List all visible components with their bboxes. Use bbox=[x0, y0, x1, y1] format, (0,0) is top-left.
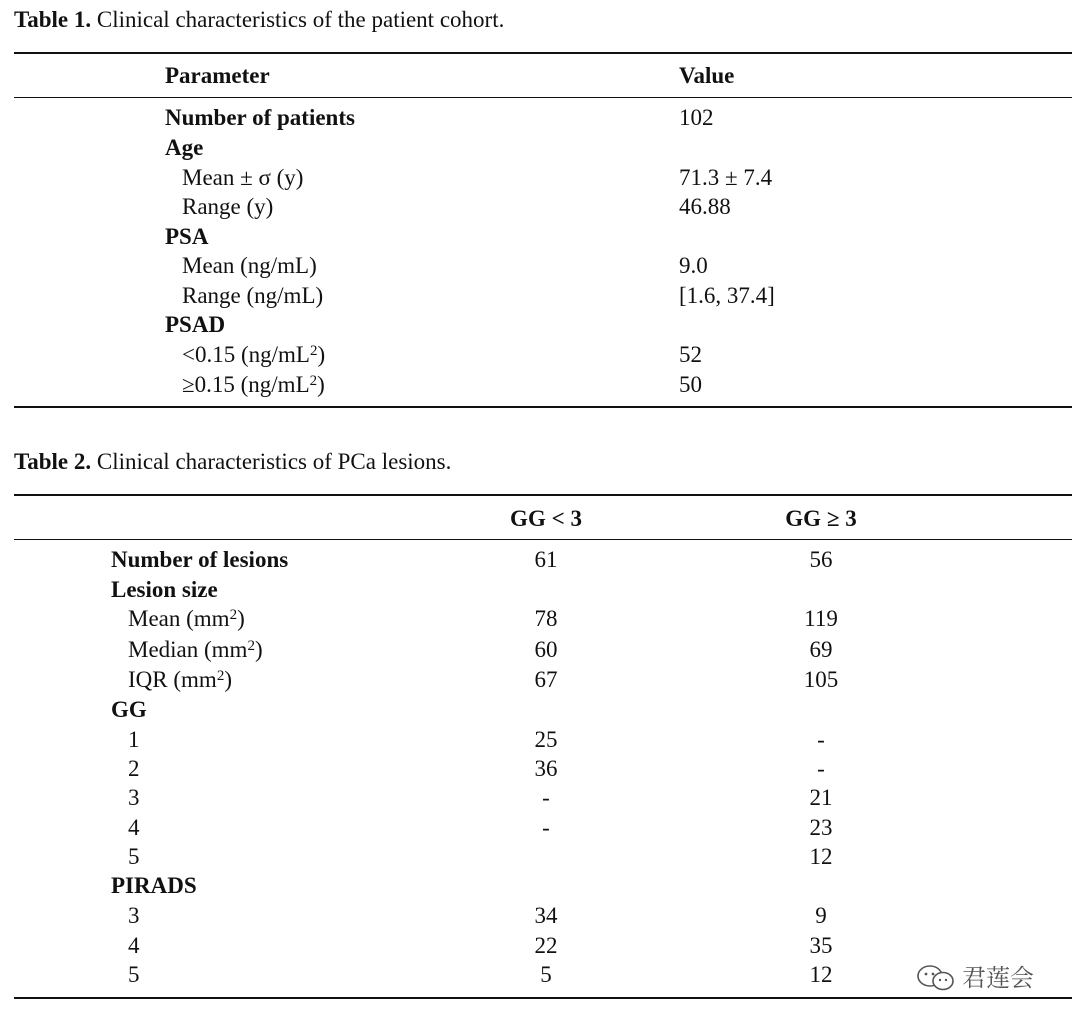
wechat-icon bbox=[916, 964, 956, 992]
row-label: Mean $(mm^2)$ bbox=[128, 606, 245, 631]
row-label: PSAD bbox=[165, 312, 226, 337]
table1-top-rule bbox=[14, 52, 1072, 54]
row-value: 52 bbox=[679, 342, 702, 367]
cell-gg-lt3: - bbox=[542, 815, 550, 840]
table2-caption-label: Table 2. bbox=[14, 449, 92, 474]
cell-gg-lt3: 78 bbox=[534, 606, 558, 631]
table2-bottom-rule bbox=[14, 997, 1072, 999]
cell-gg-lt3: - bbox=[542, 785, 550, 810]
cell-gg-ge3: 56 bbox=[809, 547, 833, 572]
watermark bbox=[916, 958, 1034, 993]
table1-caption-text: Clinical characteristics of the patient cohort. bbox=[91, 7, 505, 32]
row-label: 3 bbox=[128, 785, 140, 810]
table1-header-rule bbox=[14, 97, 1072, 98]
row-label: Mean (ng/mL) bbox=[182, 253, 317, 278]
cell-gg-ge3: 69 bbox=[809, 637, 833, 662]
row-value: 50 bbox=[679, 372, 702, 397]
cell-gg-ge3: - bbox=[817, 756, 825, 781]
table1-caption bbox=[14, 7, 504, 33]
row-label: ≥0.15 $(ng/mL^2)$ bbox=[182, 372, 325, 397]
row-label: PSA bbox=[165, 224, 209, 249]
row-label: 1 bbox=[128, 727, 140, 752]
row-label: PIRADS bbox=[111, 873, 197, 898]
cell-gg-lt3: 36 bbox=[534, 756, 558, 781]
table2-top-rule bbox=[14, 494, 1072, 496]
cell-gg-ge3: 21 bbox=[809, 785, 833, 810]
cell-gg-ge3: 119 bbox=[804, 606, 838, 631]
row-label: GG bbox=[111, 697, 147, 722]
table2-header-rule bbox=[14, 539, 1072, 540]
row-value: 71.3 ± 7.4 bbox=[679, 165, 773, 190]
row-label: 4 bbox=[128, 933, 140, 958]
row-value: 46.88 bbox=[679, 194, 731, 219]
row-label: 5 bbox=[128, 962, 140, 987]
row-label: <0.15 $(ng/mL^2)$ bbox=[182, 342, 326, 367]
table1-header-value: Value bbox=[679, 63, 735, 88]
row-label: IQR $(mm^2)$ bbox=[128, 667, 232, 692]
row-label: Median $(mm^2)$ bbox=[128, 637, 263, 662]
cell-gg-lt3: 34 bbox=[534, 903, 558, 928]
table1-bottom-rule bbox=[14, 406, 1072, 408]
row-value: [1.6, 37.4] bbox=[679, 283, 775, 308]
cell-gg-ge3: 105 bbox=[803, 667, 839, 692]
row-label: 5 bbox=[128, 844, 140, 869]
row-value: 9.0 bbox=[679, 253, 708, 278]
table2-caption-text: Clinical characteristics of PCa lesions. bbox=[91, 449, 452, 474]
row-label: Number of lesions bbox=[111, 547, 289, 572]
row-label: Range (ng/mL) bbox=[182, 283, 324, 308]
row-value: 102 bbox=[679, 105, 714, 130]
row-label: Mean ± σ (y) bbox=[182, 165, 304, 190]
row-label: 4 bbox=[128, 815, 140, 840]
cell-gg-lt3: 22 bbox=[534, 933, 558, 958]
table2-caption bbox=[14, 449, 451, 475]
row-label: Lesion size bbox=[111, 577, 218, 602]
cell-gg-lt3: 67 bbox=[534, 667, 558, 692]
row-label: Age bbox=[165, 135, 204, 160]
cell-gg-ge3: 35 bbox=[809, 933, 833, 958]
row-label: Range (y) bbox=[182, 194, 274, 219]
cell-gg-ge3: 9 bbox=[815, 903, 827, 928]
row-label: Number of patients bbox=[165, 105, 355, 130]
cell-gg-ge3: 12 bbox=[809, 962, 833, 987]
row-label: 3 bbox=[128, 903, 140, 928]
cell-gg-lt3: 61 bbox=[534, 547, 558, 572]
table1-header-parameter: Parameter bbox=[165, 63, 270, 88]
watermark-text: 君莲会 bbox=[962, 964, 1034, 992]
cell-gg-ge3: 12 bbox=[809, 844, 833, 869]
table2-header-gg-ge3: GG ≥ 3 bbox=[785, 506, 857, 531]
cell-gg-lt3: 25 bbox=[534, 727, 558, 752]
cell-gg-ge3: - bbox=[817, 727, 825, 752]
table1-caption-label: Table 1. bbox=[14, 7, 92, 32]
cell-gg-lt3: 5 bbox=[540, 962, 552, 987]
cell-gg-lt3: 60 bbox=[534, 637, 558, 662]
cell-gg-ge3: 23 bbox=[809, 815, 833, 840]
table2-header-gg-lt3: GG < 3 bbox=[510, 506, 582, 531]
row-label: 2 bbox=[128, 756, 140, 781]
